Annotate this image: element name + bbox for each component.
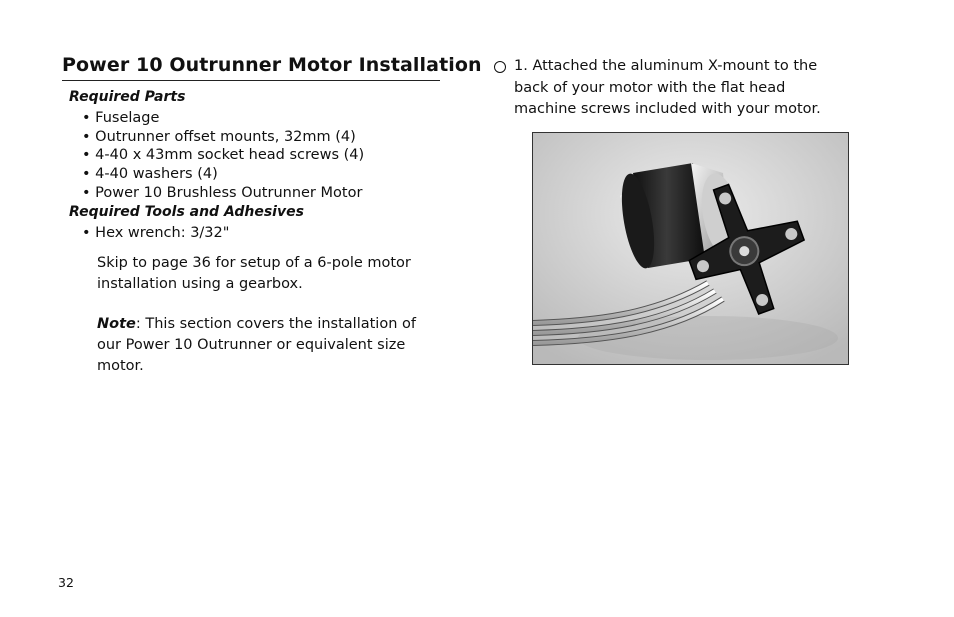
list-item: • 4-40 x 43mm socket head screws (4) xyxy=(82,146,462,165)
list-item: • Fuselage xyxy=(82,109,462,128)
required-parts-list xyxy=(62,109,462,203)
page-number: 32 xyxy=(58,575,74,590)
list-item: • Outrunner offset mounts, 32mm (4) xyxy=(82,128,462,147)
list-item: • Hex wrench: 3/32" xyxy=(82,224,462,243)
right-column xyxy=(494,56,854,121)
motor-photo xyxy=(532,132,849,365)
list-item: • 4-40 washers (4) xyxy=(82,165,462,184)
skip-paragraph: Skip to page 36 for setup of a 6-pole motor installation using a gearbox. xyxy=(97,255,411,293)
required-tools-heading: Required Tools and Adhesives xyxy=(69,203,304,220)
left-column xyxy=(62,52,482,377)
step-1-text: 1. Attached the aluminum X-mount to the back of your motor with the flat head machine screws included with your motor. xyxy=(514,58,821,117)
note-paragraph xyxy=(97,314,427,377)
motor-with-x-mount-image xyxy=(533,133,848,364)
title-rule xyxy=(62,80,440,81)
checkbox-circle-icon[interactable] xyxy=(494,61,506,73)
step-1 xyxy=(494,56,854,121)
note-text: : This section covers the installation of our Power 10 Outrunner or equivalent size motor. xyxy=(97,316,416,375)
note-label: Note xyxy=(97,316,136,333)
list-item: • Power 10 Brushless Outrunner Motor xyxy=(82,184,462,203)
required-tools-list xyxy=(62,224,462,243)
section-title: Power 10 Outrunner Motor Installation xyxy=(62,54,482,76)
required-parts-heading: Required Parts xyxy=(69,89,186,105)
